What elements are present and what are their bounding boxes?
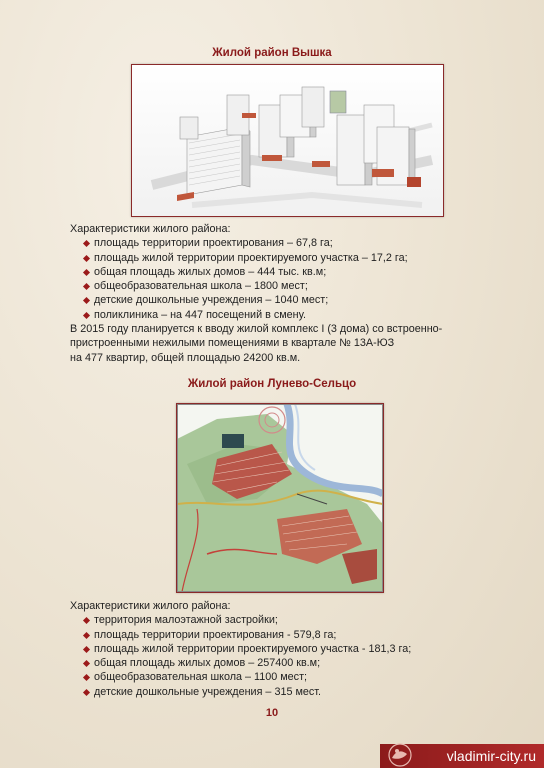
list-item: территория малоэтажной застройки; [70,613,500,627]
diamond-bullet-icon [83,646,90,653]
section1-intro: Характеристики жилого района: [70,223,231,235]
diamond-bullet-icon [83,269,90,276]
diamond-bullet-icon [83,240,90,247]
diamond-bullet-icon [83,689,90,696]
diamond-bullet-icon [83,632,90,639]
list-item: общеобразовательная школа – 1100 мест; [70,670,500,684]
diamond-bullet-icon [83,674,90,681]
list-item: площадь территории проектирования - 579,8 га; [70,628,500,642]
list-item: детские дошкольные учреждения – 315 мест. [70,685,500,699]
list-item: детские дошкольные учреждения – 1040 мест; [70,293,500,307]
section-title-lunevo: Жилой район Лунево-Сельцо [187,378,357,390]
diamond-bullet-icon [83,312,90,319]
lunevo-master-plan-map [176,403,384,593]
section2-list [70,613,500,699]
vyshka-3d-render [131,64,444,217]
section1-text [70,222,500,365]
diamond-bullet-icon [83,255,90,262]
page-number: 10 [265,707,279,719]
diamond-bullet-icon [83,297,90,304]
list-item: общая площадь жилых домов – 257400 кв.м; [70,656,500,670]
list-item: поликлиника – на 447 посещений в смену. [70,308,500,322]
section2-text [70,599,500,699]
section1-paragraph [70,322,500,365]
list-item: площадь жилой территории проектируемого участка - 181,3 га; [70,642,500,656]
diamond-bullet-icon [83,660,90,667]
diamond-bullet-icon [83,283,90,290]
section-title-vyshka: Жилой район Вышка [212,47,332,59]
city-emblem-icon [382,740,418,768]
section2-intro: Характеристики жилого района: [70,600,231,612]
list-item: площадь жилой территории проектируемого участка – 17,2 га; [70,251,500,265]
list-item: площадь территории проектирования – 67,8 га; [70,236,500,250]
paragraph-line: пристроенными нежилыми помещениями в квартале № 13А-ЮЗ [70,337,395,350]
paragraph-line: В 2015 году планируется к вводу жилой комплекс I (3 дома) со встроенно- [70,323,443,336]
diamond-bullet-icon [83,617,90,624]
list-item: общая площадь жилых домов – 444 тыс. кв.м; [70,265,500,279]
footer-site-link[interactable]: vladimir-city.ru [446,748,536,764]
list-item: общеобразовательная школа – 1800 мест; [70,279,500,293]
paragraph-line: на 477 квартир, общей площадью 24200 кв.м. [70,351,301,364]
section1-list [70,236,500,322]
